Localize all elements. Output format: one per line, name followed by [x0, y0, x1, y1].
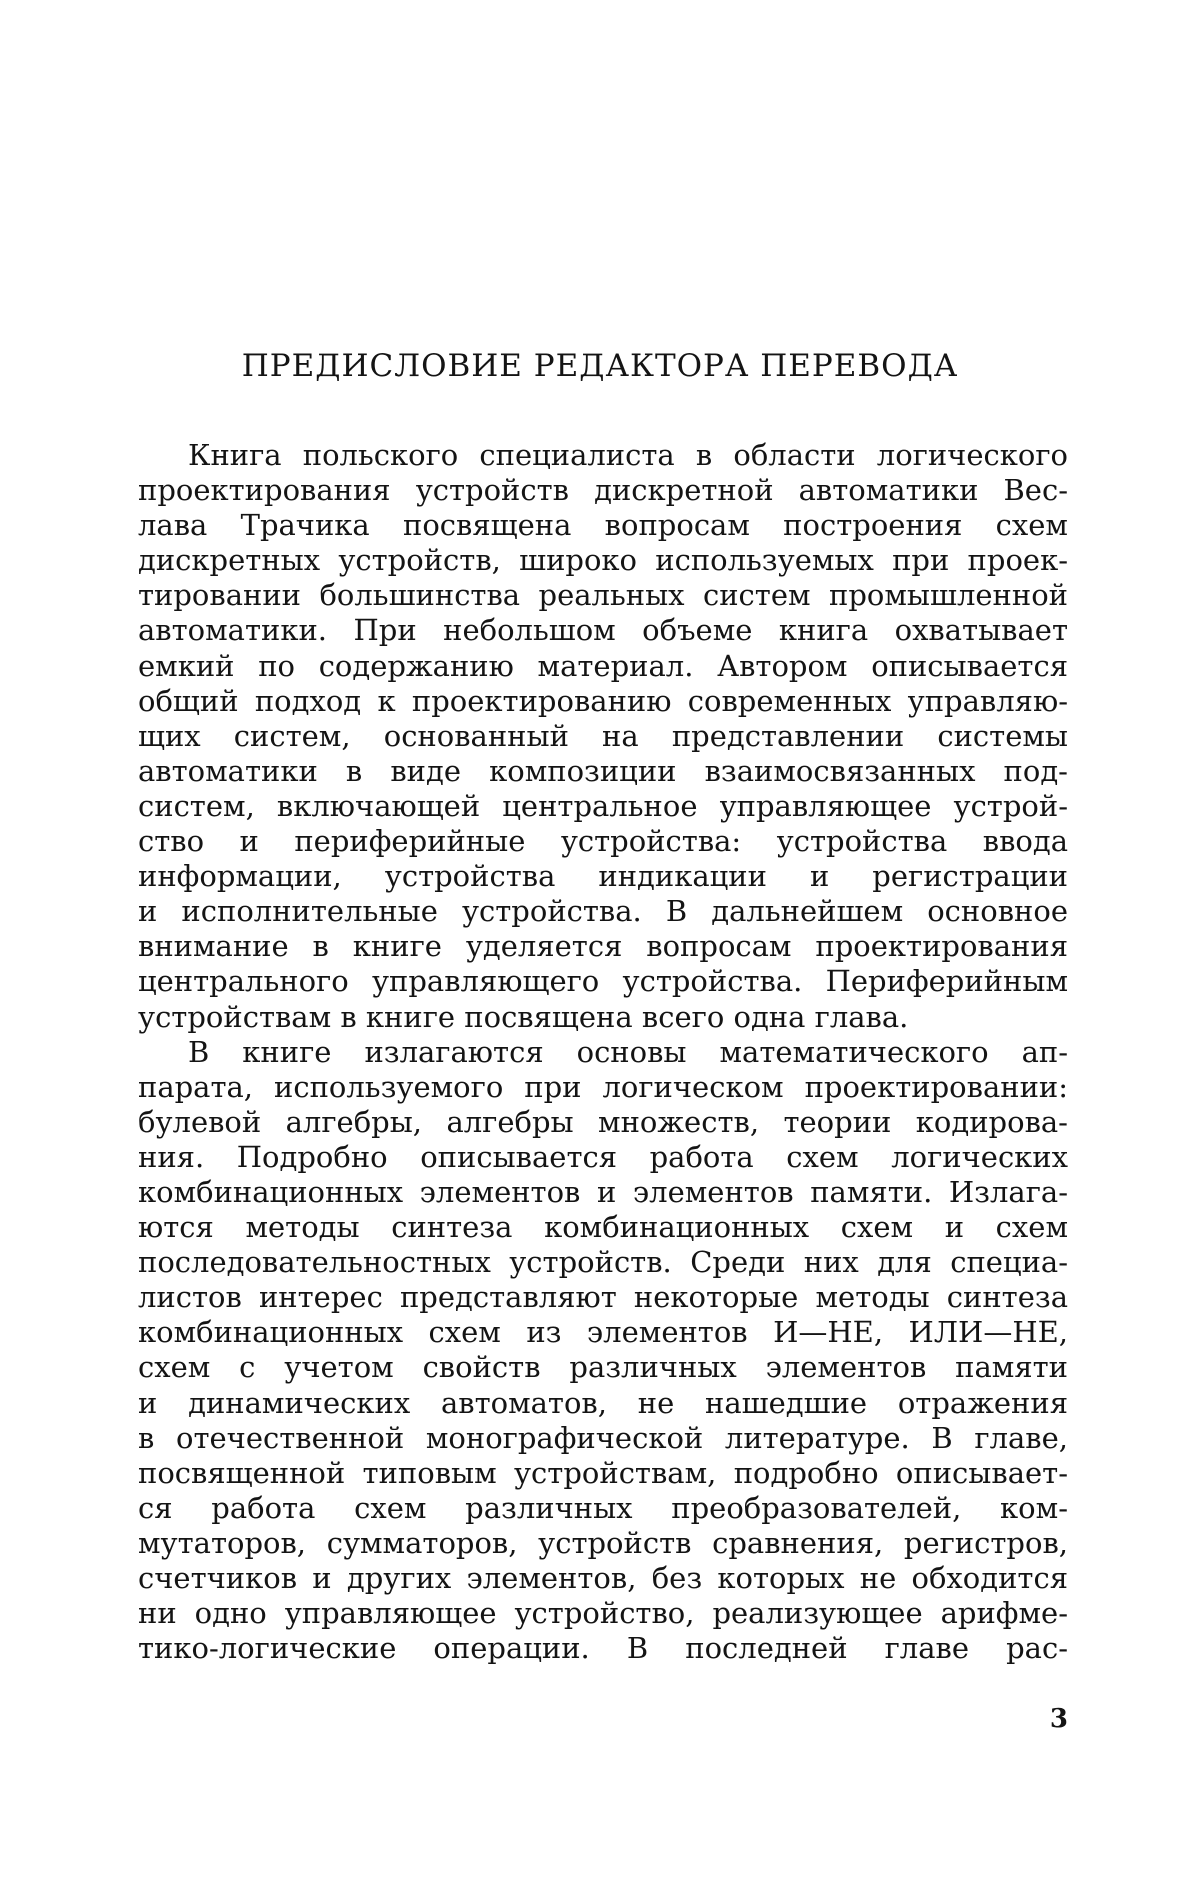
- text-line: комбинационных схем из элементов И—НЕ, ИЛИ—НЕ,: [138, 1315, 1068, 1350]
- text-line: систем, включающей центральное управляющее устрой-: [138, 788, 1068, 823]
- text-line: посвященной типовым устройствам, подробно описывает-: [138, 1455, 1068, 1490]
- text-line: Книга польского специалиста в области логического: [188, 438, 1068, 472]
- text-line: комбинационных элементов и элементов памяти. Излага-: [138, 1174, 1068, 1209]
- text-line: ния. Подробно описывается работа схем логических: [138, 1139, 1068, 1174]
- paragraph-2: [138, 1035, 1068, 1667]
- text-line: ни одно управляющее устройство, реализующее арифме-: [138, 1596, 1068, 1631]
- text-line: булевой алгебры, алгебры множеств, теории кодирова-: [138, 1104, 1068, 1139]
- text-line: мутаторов, сумматоров, устройств сравнения, регистров,: [138, 1525, 1068, 1560]
- text-line: автоматики. При небольшом объеме книга охватывает: [138, 613, 1068, 648]
- text-line: центрального управляющего устройства. Периферийным: [138, 964, 1068, 999]
- text-line: автоматики в виде композиции взаимосвязанных под-: [138, 753, 1068, 788]
- text-line: и динамических автоматов, не нашедшие отражения: [138, 1385, 1068, 1420]
- body-text: [138, 438, 1068, 1666]
- text-line: тировании большинства реальных систем промышленной: [138, 578, 1068, 613]
- text-line: парата, используемого при логическом проектировании:: [138, 1069, 1068, 1104]
- text-line: и исполнительные устройства. В дальнейшем основное: [138, 894, 1068, 929]
- text-line: устройствам в книге посвящена всего одна глава.: [138, 999, 909, 1034]
- text-line: схем с учетом свойств различных элементов памяти: [138, 1350, 1068, 1385]
- text-line: листов интерес представляют некоторые методы синтеза: [138, 1280, 1068, 1315]
- text-line: в отечественной монографической литературе. В главе,: [138, 1420, 1068, 1455]
- page-number: 3: [1049, 1704, 1068, 1734]
- text-line: последовательностных устройств. Среди них для специа-: [138, 1245, 1068, 1280]
- text-line: внимание в книге уделяется вопросам проектирования: [138, 929, 1068, 964]
- text-line: общий подход к проектированию современных управляю-: [138, 683, 1068, 718]
- text-line: проектирования устройств дискретной автоматики Вес-: [138, 473, 1068, 508]
- text-line: тико-логические операции. В последней главе рас-: [138, 1631, 1068, 1666]
- text-line: лава Трачика посвящена вопросам построения схем: [138, 508, 1068, 543]
- text-line: счетчиков и других элементов, без которых не обходится: [138, 1561, 1068, 1595]
- text-line: ство и периферийные устройства: устройства ввода: [138, 824, 1068, 859]
- paragraph-1: [138, 438, 1068, 1035]
- text-line: ются методы синтеза комбинационных схем и схем: [138, 1210, 1068, 1245]
- text-line: дискретных устройств, широко используемых при проек-: [138, 543, 1068, 578]
- text-line: информации, устройства индикации и регистрации: [138, 859, 1068, 894]
- text-line: емкий по содержанию материал. Автором описывается: [138, 648, 1068, 683]
- chapter-title: ПРЕДИСЛОВИЕ РЕДАКТОРА ПЕРЕВОДА: [241, 348, 959, 384]
- text-line: В книге излагаются основы математического ап-: [188, 1034, 1068, 1069]
- text-line: ся работа схем различных преобразователей, ком-: [138, 1490, 1068, 1525]
- text-line: щих систем, основанный на представлении системы: [138, 718, 1068, 753]
